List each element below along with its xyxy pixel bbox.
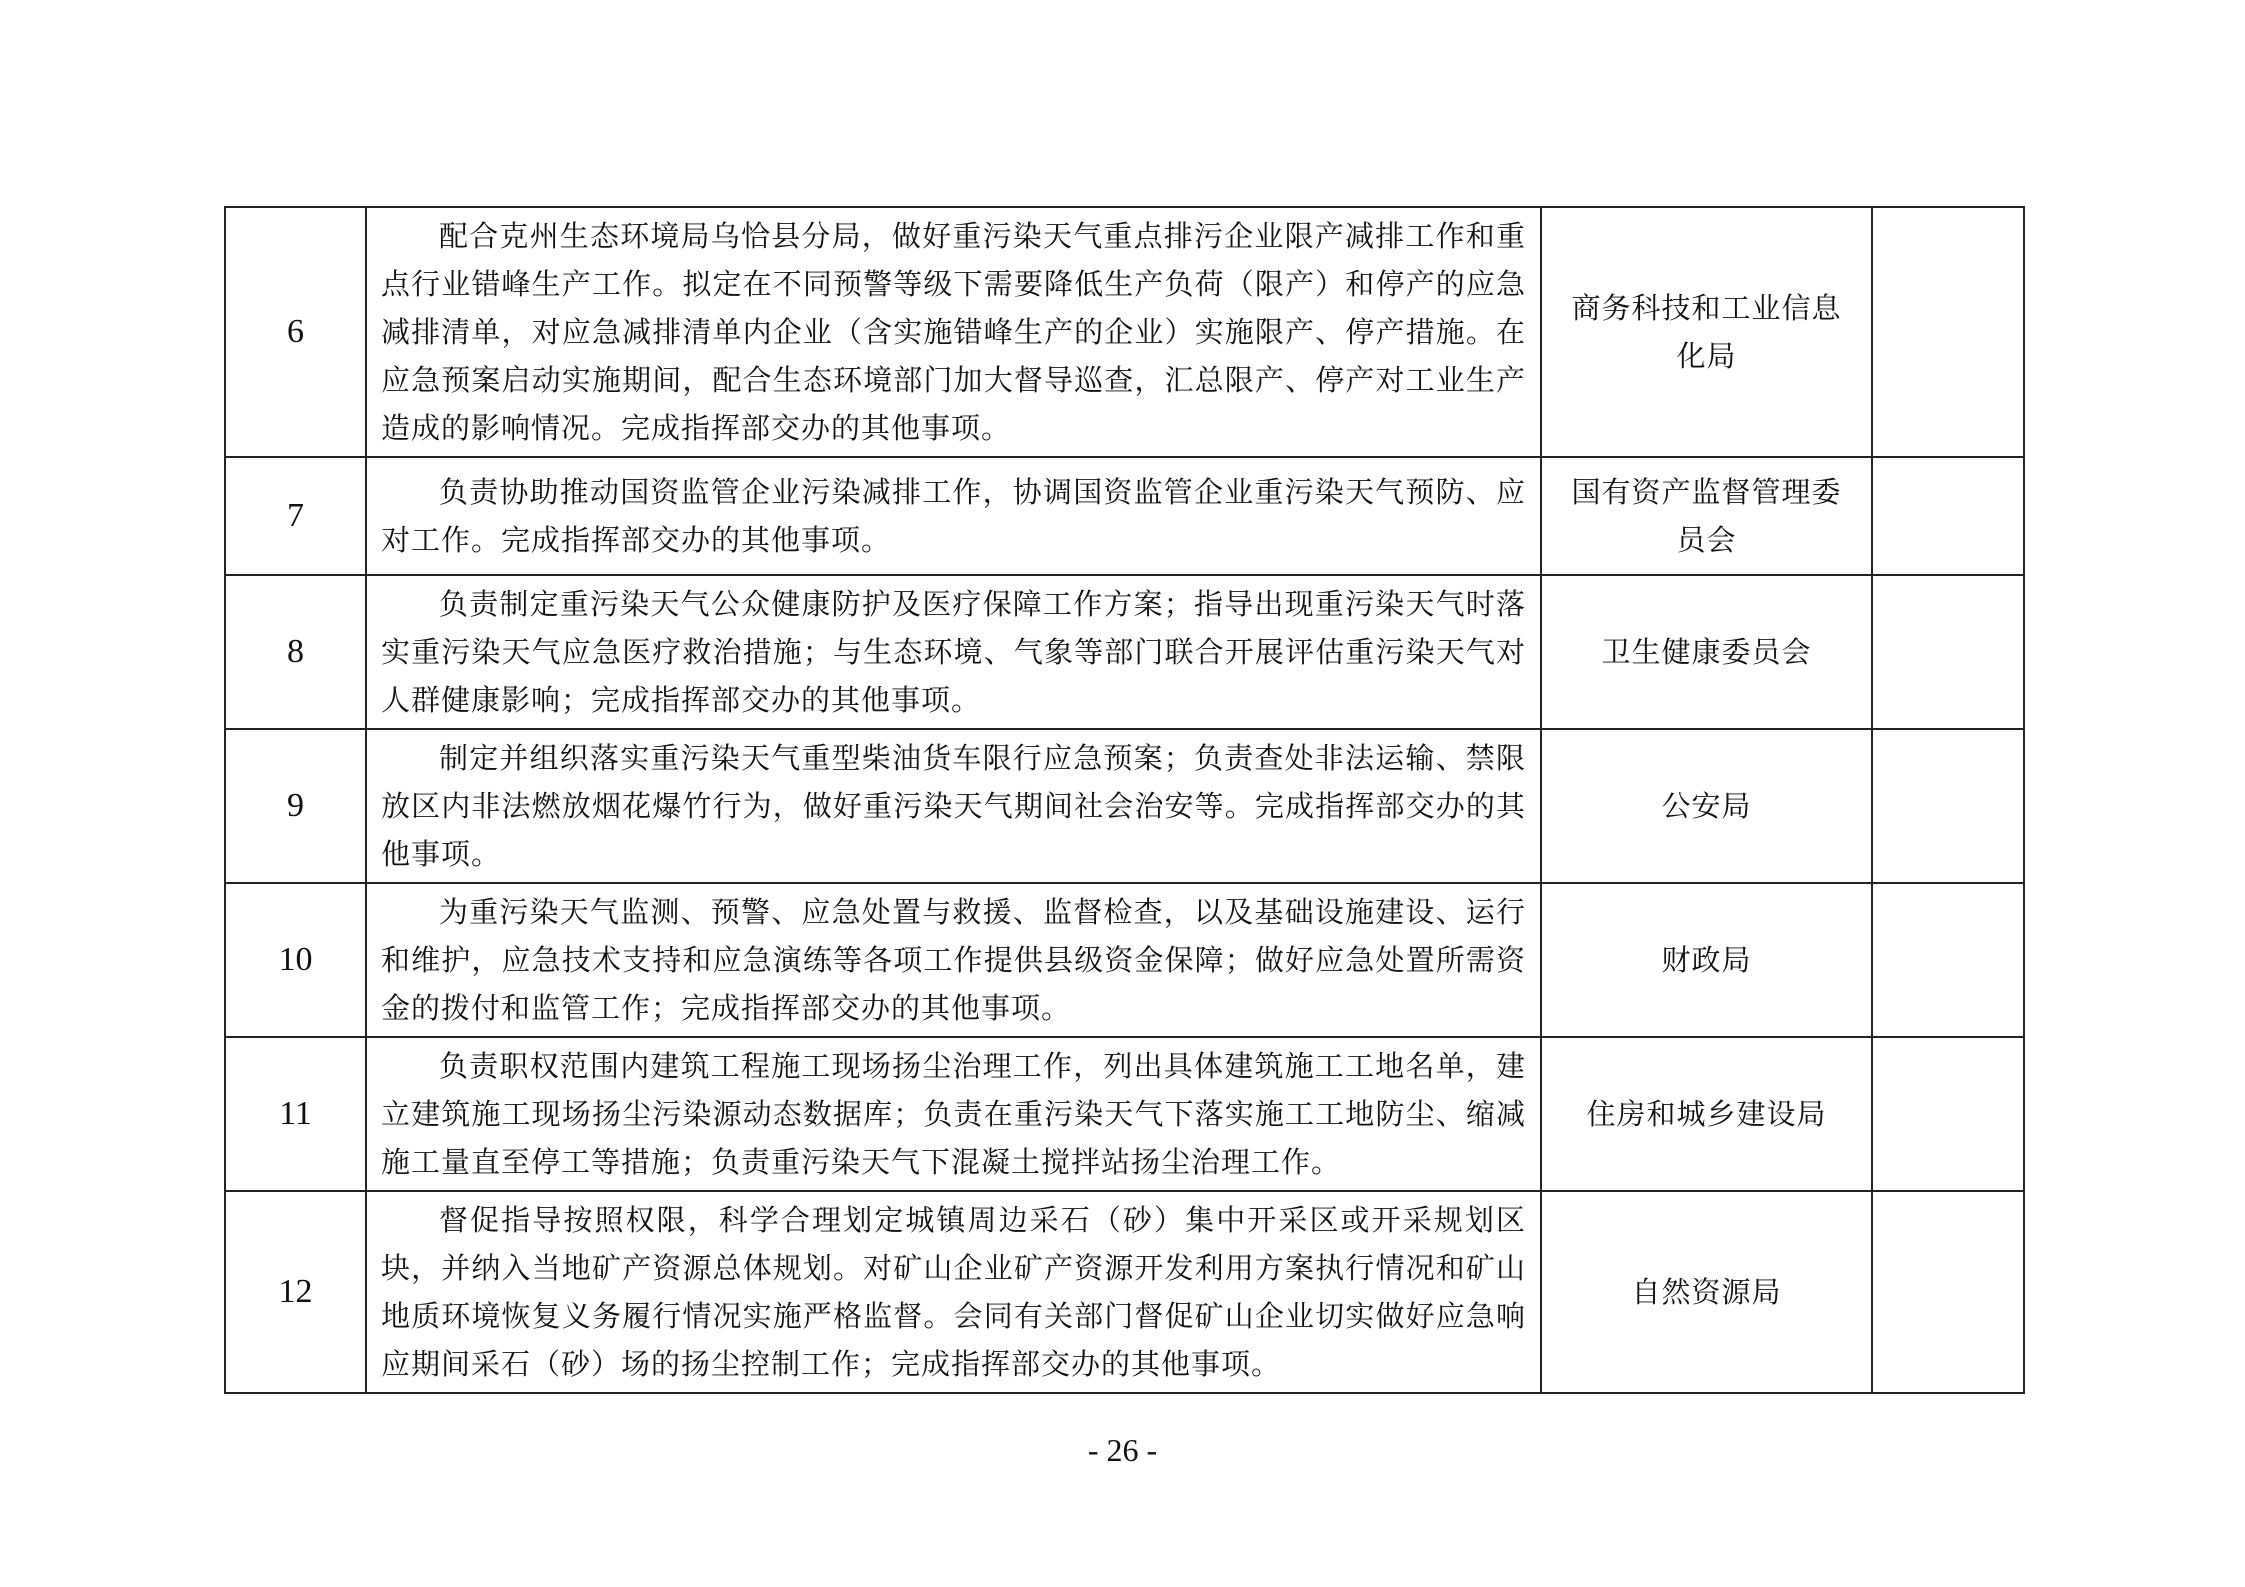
responsibility-table [224,206,2025,1394]
department-name: 卫生健康委员会 [1541,575,1872,729]
remarks-cell [1872,883,2024,1037]
table-row [225,729,2024,883]
duty-text: 配合克州生态环境局乌恰县分局，做好重污染天气重点排污企业限产减排工作和重点行业错峰生产工作。拟定在不同预警等级下需要降低生产负荷（限产）和停产的应急减排清单，对应急减排清单内企业（含实施错峰生产的企业）实施限产、停产措施。在应急预案启动实施期间，配合生态环境部门加大督导巡查，汇总限产、停产对工业生产造成的影响情况。完成指挥部交办的其他事项。 [381,219,1526,445]
table-row [225,883,2024,1037]
table-row [225,457,2024,575]
department-name: 住房和城乡建设局 [1541,1037,1872,1191]
duty-text: 制定并组织落实重污染天气重型柴油货车限行应急预案；负责查处非法运输、禁限放区内非法燃放烟花爆竹行为，做好重污染天气期间社会治安等。完成指挥部交办的其他事项。 [381,741,1526,871]
department-name: 国有资产监督管理委员会 [1541,457,1872,575]
row-number: 6 [225,207,366,457]
duty-description [366,883,1541,1037]
row-number: 9 [225,729,366,883]
row-number: 12 [225,1191,366,1393]
row-number: 7 [225,457,366,575]
duty-description [366,575,1541,729]
table-row [225,207,2024,457]
row-number: 11 [225,1037,366,1191]
duty-text: 为重污染天气监测、预警、应急处置与救援、监督检查，以及基础设施建设、运行和维护，应急技术支持和应急演练等各项工作提供县级资金保障；做好应急处置所需资金的拨付和监管工作；完成指挥部交办的其他事项。 [381,895,1526,1025]
duty-description [366,457,1541,575]
page-number: - 26 - [1087,1432,1158,1468]
duty-description [366,1037,1541,1191]
table-row [225,1191,2024,1393]
department-name: 商务科技和工业信息化局 [1541,207,1872,457]
remarks-cell [1872,207,2024,457]
duty-description [366,729,1541,883]
remarks-cell [1872,1037,2024,1191]
table-row [225,1037,2024,1191]
department-name: 公安局 [1541,729,1872,883]
duty-text: 负责制定重污染天气公众健康防护及医疗保障工作方案；指导出现重污染天气时落实重污染天气应急医疗救治措施；与生态环境、气象等部门联合开展评估重污染天气对人群健康影响；完成指挥部交办的其他事项。 [381,587,1526,717]
department-name: 财政局 [1541,883,1872,1037]
duty-text: 负责协助推动国资监管企业污染减排工作，协调国资监管企业重污染天气预防、应对工作。完成指挥部交办的其他事项。 [381,475,1526,557]
duty-text: 督促指导按照权限，科学合理划定城镇周边采石（砂）集中开采区或开采规划区块，并纳入当地矿产资源总体规划。对矿山企业矿产资源开发利用方案执行情况和矿山地质环境恢复义务履行情况实施严格监督。会同有关部门督促矿山企业切实做好应急响应期间采石（砂）场的扬尘控制工作；完成指挥部交办的其他事项。 [381,1203,1526,1381]
remarks-cell [1872,1191,2024,1393]
department-name: 自然资源局 [1541,1191,1872,1393]
remarks-cell [1872,457,2024,575]
remarks-cell [1872,575,2024,729]
row-number: 10 [225,883,366,1037]
duty-description [366,207,1541,457]
table-row [225,575,2024,729]
row-number: 8 [225,575,366,729]
duty-text: 负责职权范围内建筑工程施工现场扬尘治理工作，列出具体建筑施工工地名单，建立建筑施工现场扬尘污染源动态数据库；负责在重污染天气下落实施工工地防尘、缩减施工量直至停工等措施；负责重污染天气下混凝土搅拌站扬尘治理工作。 [381,1049,1526,1179]
remarks-cell [1872,729,2024,883]
duty-description [366,1191,1541,1393]
